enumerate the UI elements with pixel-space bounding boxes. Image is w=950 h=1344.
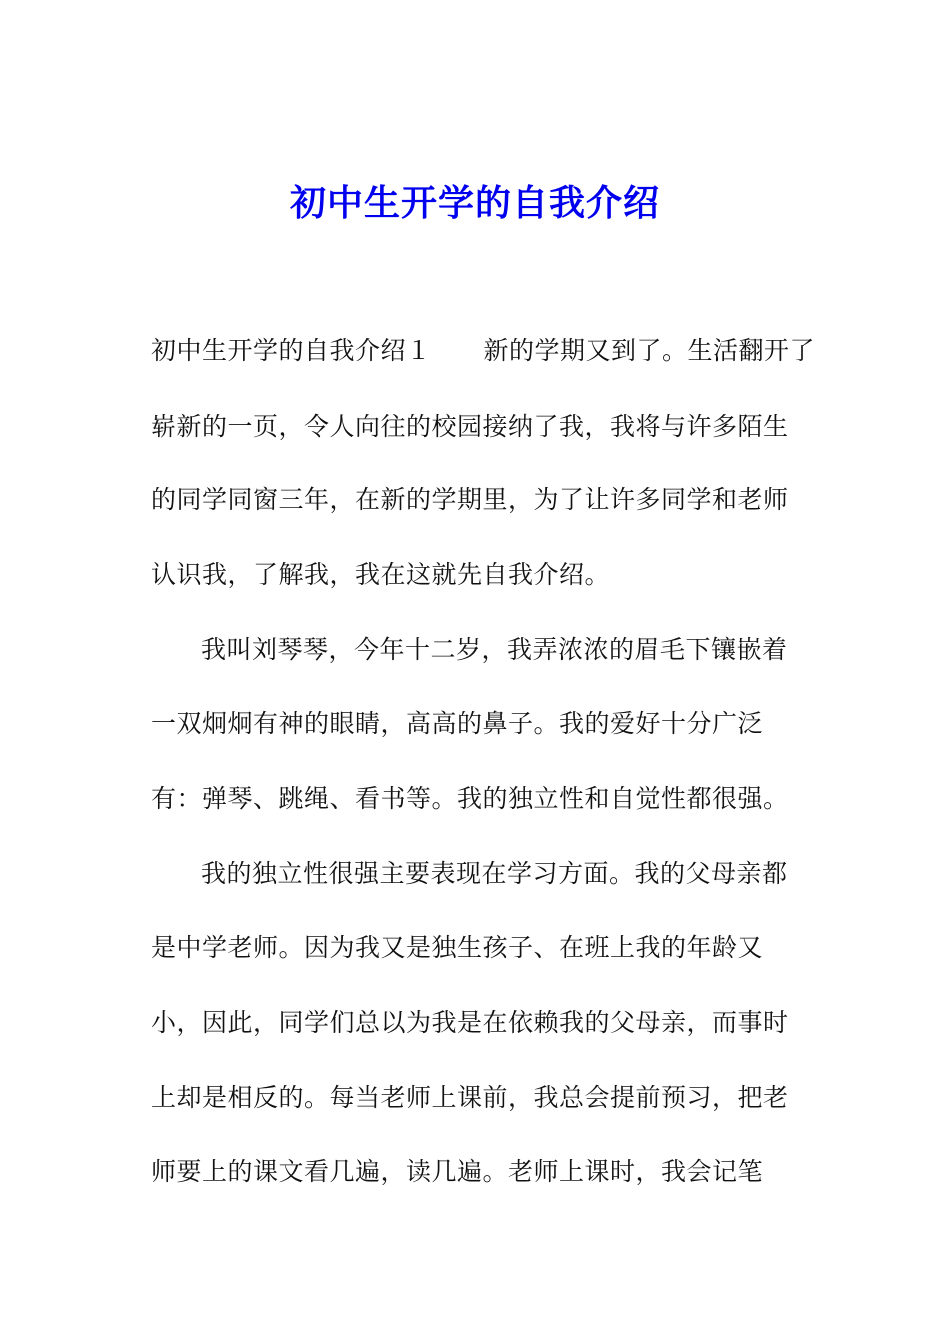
paragraph-line: 师要上的课文看几遍，读几遍。老师上课时，我会记笔 xyxy=(151,1157,764,1186)
paragraph-line: 认识我，了解我，我在这就先自我介绍。 xyxy=(151,560,611,589)
document-title: 初中生开学的自我介绍 xyxy=(289,182,660,224)
paragraph-line: 崭新的一页，令人向往的校园接纳了我，我将与许多陌生 xyxy=(151,412,789,441)
section-heading: 初中生开学的自我介绍１ xyxy=(151,336,432,365)
paragraph-text: 新的学期又到了。生活翻开了 xyxy=(483,336,816,365)
paragraph-line xyxy=(151,333,815,369)
paragraph-line: 小，因此，同学们总以为我是在依赖我的父母亲，而事时 xyxy=(151,1008,789,1037)
paragraph-line: 一双炯炯有神的眼睛，高高的鼻子。我的爱好十分广泛 xyxy=(151,709,764,738)
paragraph-line: 是中学老师。因为我又是独生孩子、在班上我的年龄又 xyxy=(151,933,764,962)
paragraph-line: 上却是相反的。每当老师上课前，我总会提前预习，把老 xyxy=(151,1083,789,1112)
paragraph-line: 我的独立性很强主要表现在学习方面。我的父母亲都 xyxy=(201,859,788,888)
paragraph-line: 有：弹琴、跳绳、看书等。我的独立性和自觉性都很强。 xyxy=(151,784,789,813)
paragraph-line: 的同学同窗三年，在新的学期里，为了让许多同学和老师 xyxy=(151,485,789,514)
paragraph-line: 我叫刘琴琴，今年十二岁，我弄浓浓的眉毛下镶嵌着 xyxy=(201,635,788,664)
